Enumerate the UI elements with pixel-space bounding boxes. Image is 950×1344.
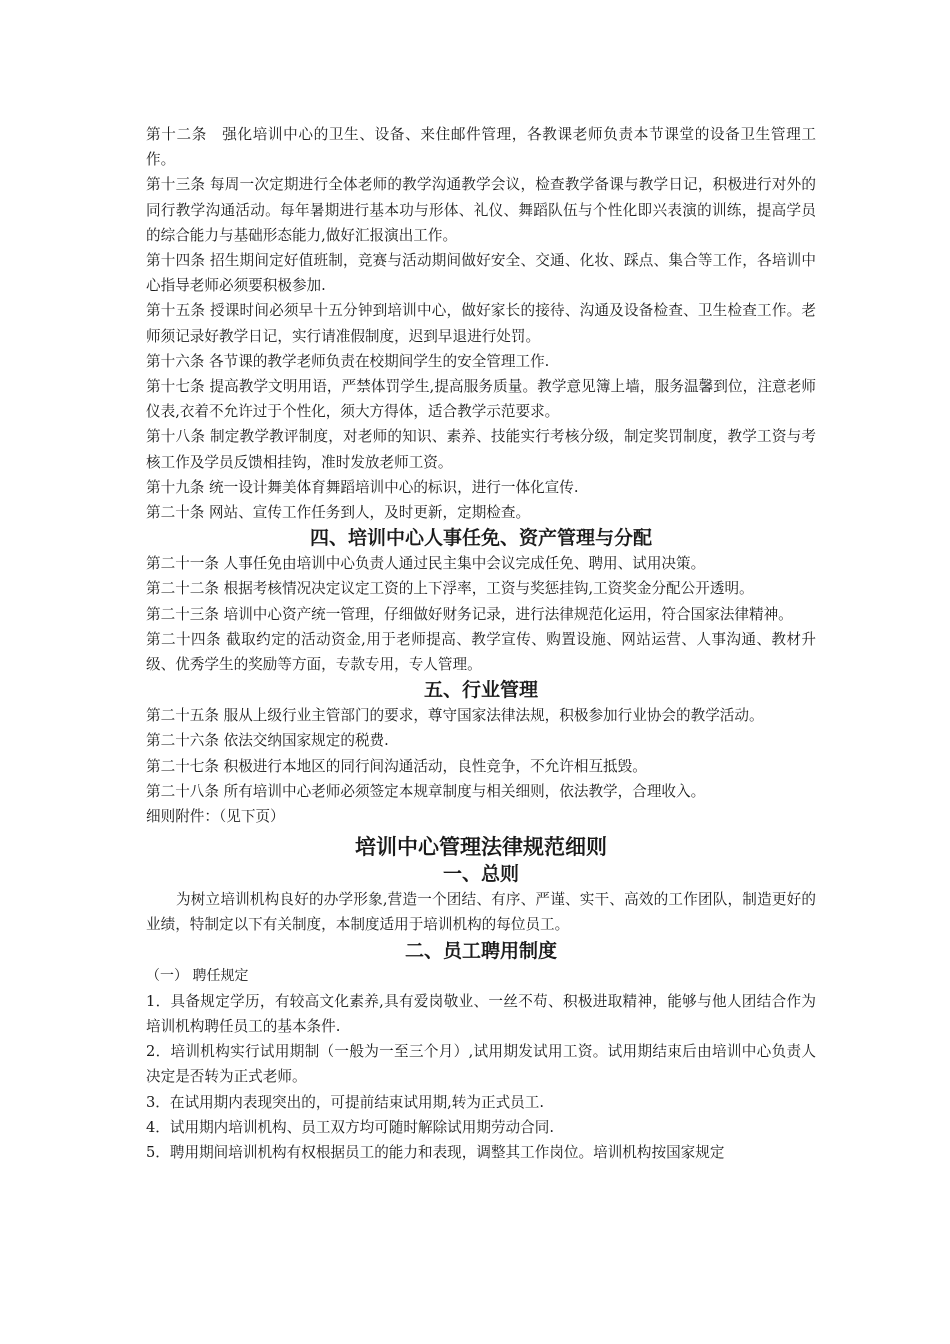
- article-18: 第十八条 制定教学教评制度，对老师的知识、素养、技能实行考核分级，制定奖罚制度，教学工资与考核工作及学员反馈相挂钩，准时发放老师工资。: [146, 428, 816, 471]
- article-14: 第十四条 招生期间定好值班制，竞赛与活动期间做好安全、交通、化妆、踩点、集合等工作，各培训中心指导老师必须要积极参加.: [146, 252, 816, 295]
- article-24: 第二十四条 截取约定的活动资金,用于老师提高、教学宣传、购置设施、网站运营、人事沟通、教材升级、优秀学生的奖励等方面，专款专用，专人管理。: [146, 630, 816, 674]
- rules-title: 培训中心管理法律规范细则: [355, 834, 607, 860]
- section-5-title: 五、行业管理: [423, 679, 538, 702]
- article-23: 第二十三条 培训中心资产统一管理，仔细做好财务记录，进行法律规范化运用，符合国家法律精神。: [146, 605, 793, 623]
- article-15: 第十五条 授课时间必须早十五分钟到培训中心，做好家长的接待、沟通及设备检查、卫生检查工作。老师须记录好教学日记，实行请准假制度，迟到早退进行处罚。: [146, 302, 816, 345]
- article-27: 第二十七条 积极进行本地区的同行间沟通活动，良性竞争，不允许相互抵毁。: [146, 757, 647, 775]
- article-26: 第二十六条 依法交纳国家规定的税费.: [146, 732, 389, 750]
- general-title: 一、总则: [442, 863, 519, 886]
- article-16: 第十六条 各节课的教学老师负责在校期间学生的安全管理工作.: [146, 352, 550, 370]
- article-21: 第二十一条 人事任免由培训中心负责人通过民主集中会议完成任免、聘用、试用决策。: [146, 555, 706, 573]
- section-4-title: 四、培训中心人事任免、资产管理与分配: [309, 527, 652, 550]
- employment-title: 二、员工聘用制度: [404, 939, 557, 962]
- article-25: 第二十五条 服从上级行业主管部门的要求，尊守国家法律法规，积极参加行业协会的教学活动。: [146, 707, 764, 725]
- rule-item-4: 4．试用期内培训机构、员工双方均可随时解除试用期劳动合同.: [146, 1118, 554, 1136]
- general-text: 为树立培训机构良好的办学形象,营造一个团结、有序、严谨、实干、高效的工作团队，制造更好的业绩，特制定以下有关制度，本制度适用于培训机构的每位员工。: [146, 891, 816, 934]
- rule-item-1: 1．具备规定学历，有较高文化素养,具有爱岗敬业、一丝不苟、积极进取精神，能够与他人团结合作为培训机构聘任员工的基本条件.: [146, 992, 816, 1035]
- article-28: 第二十八条 所有培训中心老师必须签定本规章制度与相关细则，依法教学，合理收入。: [146, 782, 706, 800]
- rule-item-5: 5．聘用期间培训机构有权根据员工的能力和表现，调整其工作岗位。培训机构按国家规定: [146, 1143, 725, 1161]
- article-12: 第十二条 强化培训中心的卫生、设备、来住邮件管理，各教课老师负责本节课堂的设备卫生管理工作。: [146, 126, 816, 169]
- article-19: 第十九条 统一设计舞美体育舞蹈培训中心的标识，进行一体化宣传.: [146, 478, 579, 496]
- article-13: 第十三条 每周一次定期进行全体老师的教学沟通教学会议，检查教学备课与教学日记，积极进行对外的同行教学沟通活动。每年暑期进行基本功与形体、礼仪、舞蹈队伍与个性化即兴表演的训练，提高学员的综合能力与基础形态能力,做好汇报演出工作。: [146, 176, 816, 244]
- document-page: [146, 122, 816, 1165]
- article-22: 第二十二条 根据考核情况决定议定工资的上下浮率，工资与奖惩挂钩,工资奖金分配公开透明。: [146, 580, 754, 598]
- appointment-label: （一） 聘任规定: [146, 967, 249, 984]
- article-20: 第二十条 网站、宣传工作任务到人，及时更新，定期检查。: [146, 504, 531, 522]
- article-17: 第十七条 提高教学文明用语，严禁体罚学生,提高服务质量。教学意见簿上墙，服务温馨到位，注意老师仪表,衣着不允许过于个性化，须大方得体，适合教学示范要求。: [146, 378, 816, 421]
- rule-item-3: 3．在试用期内表现突出的，可提前结束试用期,转为正式员工.: [146, 1093, 545, 1111]
- rule-item-2: 2．培训机构实行试用期制（一般为一至三个月）,试用期发试用工资。试用期结束后由培训中心负责人决定是否转为正式老师。: [146, 1043, 816, 1086]
- attachment-note: 细则附件：（见下页）: [146, 808, 285, 826]
